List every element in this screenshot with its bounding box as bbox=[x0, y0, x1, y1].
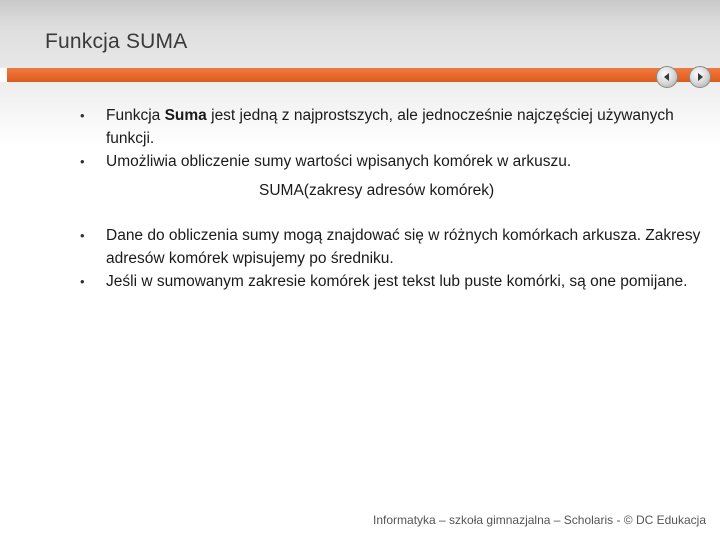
bullet-text: Jeśli w sumowanym zakresie komórek jest tekst lub puste komórki, są one pomijane. bbox=[106, 273, 688, 290]
bullet-text: Dane do obliczenia sumy mogą znajdować się w różnych komórkach arkusza. Zakresy adresów komórek wpisujemy po średniku. bbox=[106, 227, 701, 267]
bullet-marker: • bbox=[80, 154, 85, 169]
slide-title: Funkcja SUMA bbox=[45, 30, 188, 53]
bullet-item bbox=[80, 270, 705, 293]
formula-syntax: SUMA(zakresy adresów komórek) bbox=[259, 182, 495, 199]
bullet-item bbox=[80, 150, 705, 173]
chevron-left-icon bbox=[662, 72, 672, 82]
chevron-right-icon bbox=[695, 72, 705, 82]
bullet-item bbox=[80, 224, 705, 270]
bullet-text: Funkcja bbox=[106, 107, 165, 124]
slide-content bbox=[80, 104, 705, 293]
bullet-marker: • bbox=[80, 108, 85, 123]
next-slide-button[interactable] bbox=[689, 66, 711, 88]
bullet-marker: • bbox=[80, 228, 85, 243]
accent-bar bbox=[7, 68, 720, 82]
footer-credit: Informatyka – szkoła gimnazjalna – Scholaris - © DC Edukacja bbox=[373, 513, 706, 527]
bullet-marker: • bbox=[80, 274, 85, 289]
bullet-text: Umożliwia obliczenie sumy wartości wpisanych komórek w arkuszu. bbox=[106, 153, 572, 170]
bullet-text-bold: Suma bbox=[164, 107, 207, 124]
previous-slide-button[interactable] bbox=[656, 66, 678, 88]
bullet-text: jest jedną z najprostszych, ale jednocześnie najczęściej używanych funkcji. bbox=[106, 107, 674, 147]
bullet-item bbox=[80, 104, 705, 150]
